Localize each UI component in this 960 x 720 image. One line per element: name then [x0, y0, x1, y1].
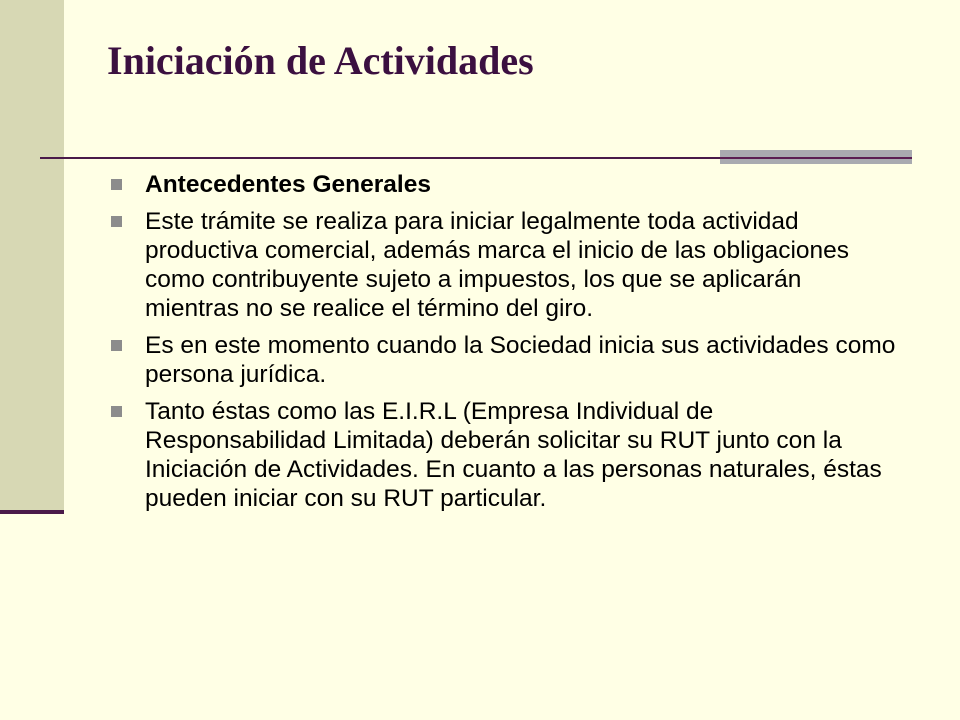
bullet-text: Este trámite se realiza para iniciar legalmente toda actividad productiva comercial, además marca el inicio de las obligaciones como contribuyente sujeto a impuestos, los que se aplicarán mientras no se realice el término del giro.	[145, 208, 850, 322]
slide-title: Iniciación de Actividades	[107, 38, 534, 83]
title-underline-accent	[720, 150, 912, 164]
bullet-text: Tanto éstas como las E.I.R.L (Empresa Individual de Responsabilidad Limitada) deberán solicitar su RUT junto con la Iniciación de Actividades. En cuanto a las personas naturales, éstas pueden iniciar con su RUT particular.	[145, 398, 882, 512]
square-bullet-icon	[111, 179, 122, 190]
square-bullet-icon	[111, 340, 122, 351]
square-bullet-icon	[111, 406, 122, 417]
bullet-item	[108, 397, 898, 513]
square-bullet-icon	[111, 216, 122, 227]
bullet-list	[108, 170, 898, 521]
bullet-item-heading	[108, 170, 898, 199]
left-decorative-band	[0, 0, 64, 510]
left-accent-line	[0, 510, 64, 514]
bullet-text: Antecedentes Generales	[145, 171, 431, 198]
bullet-text: Es en este momento cuando la Sociedad inicia sus actividades como persona jurídica.	[145, 332, 896, 388]
title-underline-accent-line	[720, 157, 912, 159]
bullet-item	[108, 207, 898, 323]
bullet-item	[108, 331, 898, 389]
title-underline	[40, 157, 720, 159]
